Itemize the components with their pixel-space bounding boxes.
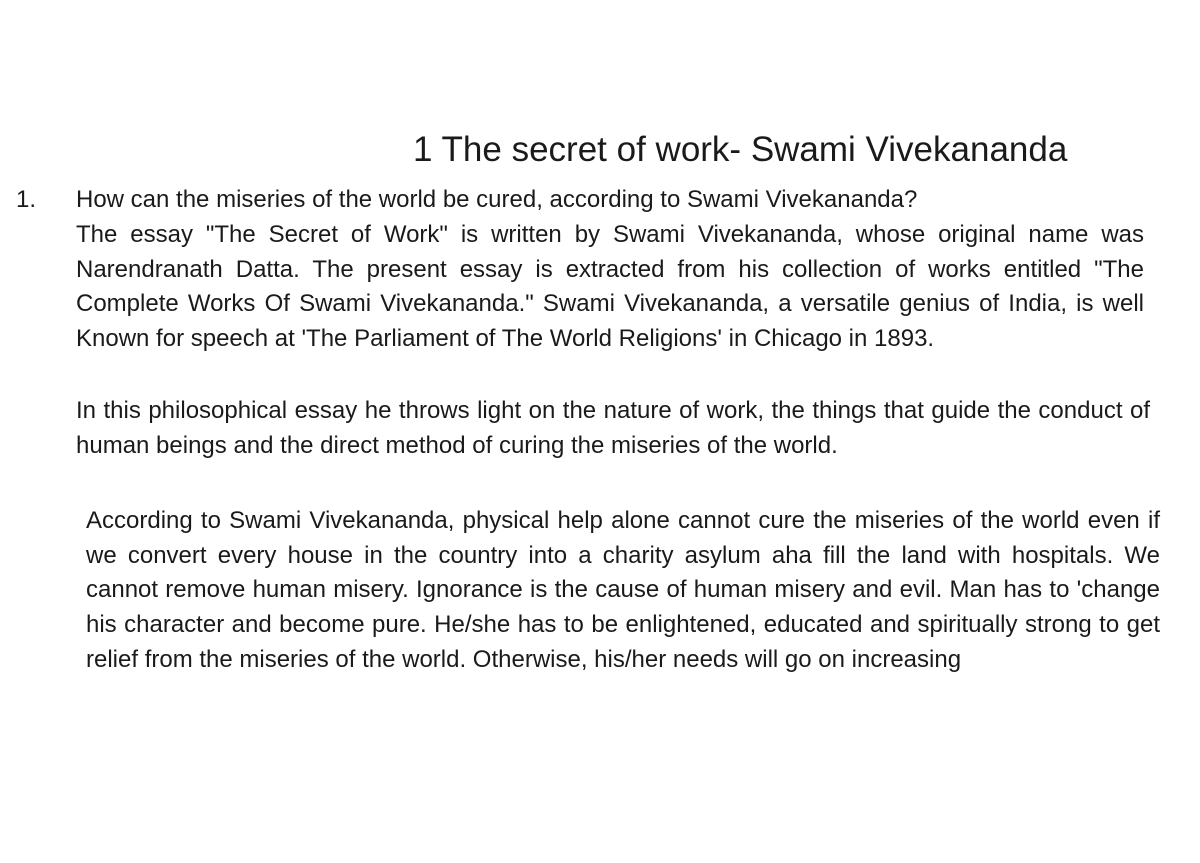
- page-title: 1 The secret of work- Swami Vivekananda: [413, 130, 1068, 169]
- answer-paragraph-intro: The essay "The Secret of Work" is written by Swami Vivekananda, whose original name was Narendranath Datta. The present essay is extracted from his collection of works entitled "The Complete Works Of Swami Vivekananda." Swami Vivekananda, a versatile genius of India, is well Known for speech at 'The Parliament of The World Religions' in Chicago in 1893.: [76, 221, 1144, 353]
- question-number: 1.: [16, 186, 37, 213]
- question-text: How can the miseries of the world be cured, according to Swami Vivekananda?: [76, 186, 918, 213]
- answer-paragraph-theme: In this philosophical essay he throws light on the nature of work, the things that guide the conduct of human beings and the direct method of curing the miseries of the world.: [76, 397, 1150, 459]
- answer-paragraph-main: According to Swami Vivekananda, physical help alone cannot cure the miseries of the world even if we convert every house in the country into a charity asylum aha fill the land with hospitals. We cannot remove human misery. Ignorance is the cause of human misery and evil. Man has to 'change his character and become pure. He/she has to be enlightened, educated and spiritually strong to get relief from the miseries of the world. Otherwise, his/her needs will go on increasing: [86, 507, 1160, 673]
